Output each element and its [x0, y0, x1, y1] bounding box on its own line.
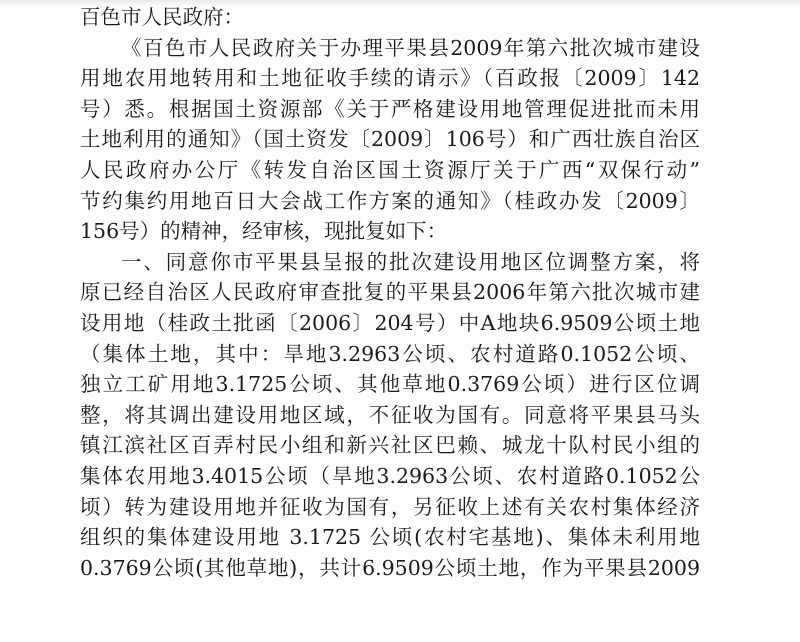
document-body — [80, 2, 700, 583]
doc-line-10: 原已经自治区人民政府审查批复的平果县2006年第六批次城市建 — [80, 280, 700, 305]
doc-line-7: 节约集约用地百日大会战工作方案的通知》（桂政办发〔2009〕 — [80, 188, 700, 213]
doc-line-17: 顷）转为建设用地并征收为国有，另征收上述有关农村集体经济 — [80, 494, 700, 519]
doc-line-11: 设用地（桂政土批函〔2006〕204号）中A地块6.9509公顷土地 — [80, 310, 700, 335]
doc-line-2: 《百色市人民政府关于办理平果县2009年第六批次城市建设 — [121, 35, 700, 60]
doc-line-9: 一、同意你市平果县呈报的批次建设用地区位调整方案，将 — [121, 249, 700, 274]
doc-line-19: 0.3769公顷(其他草地)，共计6.9509公顷土地，作为平果县2009 — [80, 555, 700, 580]
doc-line-12: （集体土地，其中：旱地3.2963公顷、农村道路0.1052公顷、 — [80, 341, 700, 366]
doc-line-13: 独立工矿用地3.1725公顷、其他草地0.3769公顷）进行区位调 — [80, 372, 700, 397]
doc-line-1: 百色市人民政府： — [80, 5, 244, 29]
doc-line-15: 镇江滨社区百弄村民小组和新兴社区巴赖、城龙十队村民小组的 — [80, 433, 700, 458]
doc-line-14: 整，将其调出建设用地区域，不征收为国有。同意将平果县马头 — [80, 402, 700, 427]
doc-line-4: 号）悉。根据国土资源部《关于严格建设用地管理促进批而未用 — [80, 96, 700, 121]
doc-line-3: 用地农用地转用和土地征收手续的请示》（百政报〔2009〕142 — [80, 66, 700, 91]
doc-line-5: 土地利用的通知》（国土资发〔2009〕106号）和广西壮族自治区 — [80, 127, 700, 152]
doc-line-6: 人民政府办公厅《转发自治区国土资源厅关于广西“双保行动” — [80, 157, 700, 182]
doc-line-16: 集体农用地3.4015公顷（旱地3.2963公顷、农村道路0.1052公 — [80, 463, 700, 488]
doc-line-18: 组织的集体建设用地 3.1725 公顷(农村宅基地)、集体未利用地 — [80, 525, 700, 550]
doc-line-8: 156号）的精神，经审核，现批复如下： — [80, 219, 448, 244]
